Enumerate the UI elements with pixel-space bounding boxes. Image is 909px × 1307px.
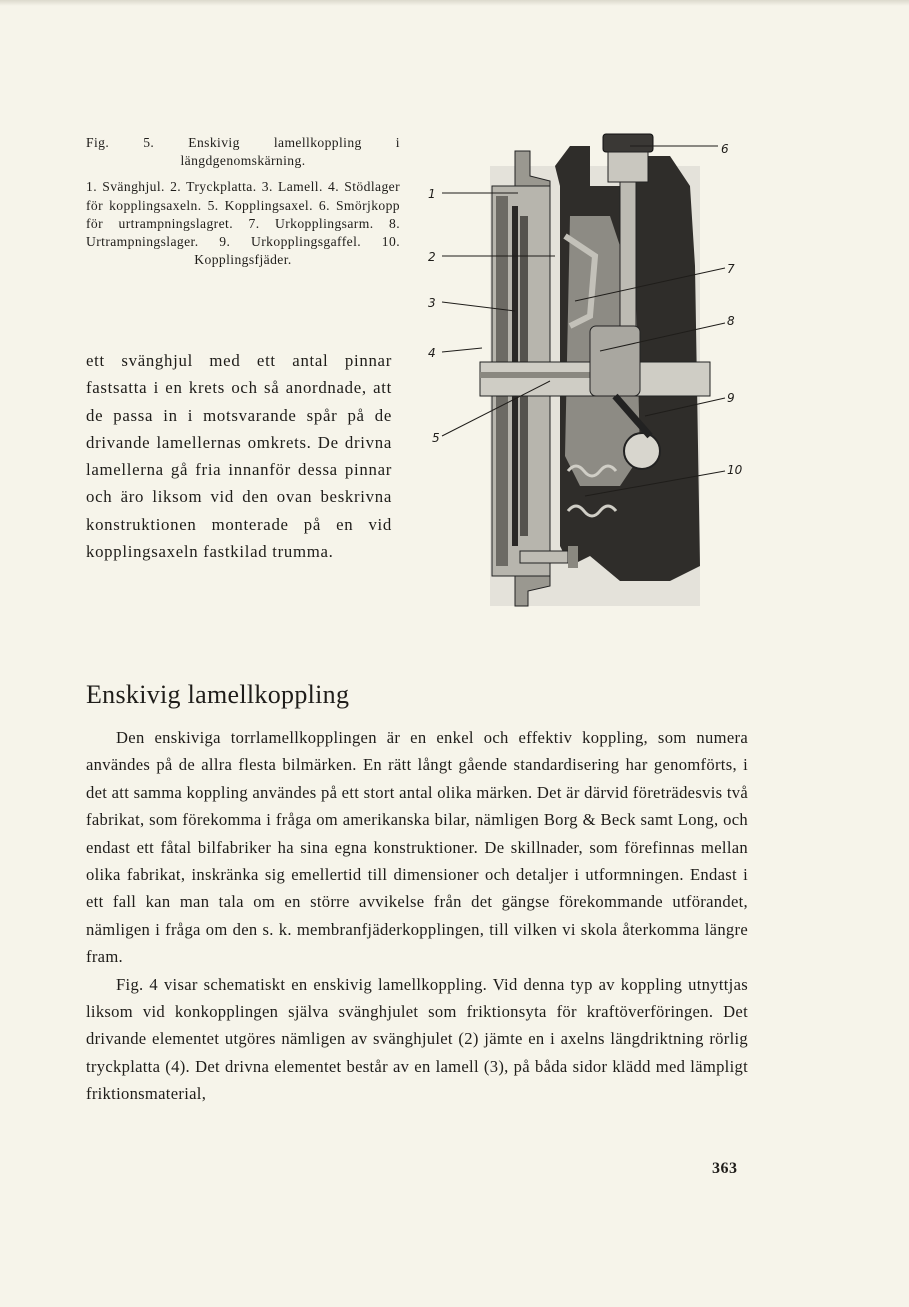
section-paragraph-2: Fig. 4 visar schematiskt en enskivig lamellkoppling. Vid denna typ av koppling utnyttjas liksom vid konkopplingen själva svänghjulet som friktionsyta för kraftöverföringen. Det drivande elementet utgöres nämligen av svänghjulet (2) jämte en i axelns längdriktning rörlig tryckplatta (4). Det drivna elementet består av en lamell (3), på båda sidor klädd med lämpligt friktionsmaterial, (86, 974, 748, 1104)
callout-2: 2 (428, 250, 436, 264)
grease-cup-cap (603, 134, 653, 152)
release-fork-hub (624, 433, 660, 469)
callout-7: 7 (727, 262, 735, 276)
callout-line-4 (442, 348, 482, 352)
callout-6: 6 (721, 142, 729, 156)
section-body (86, 724, 748, 1108)
callout-9: 9 (727, 391, 735, 405)
page-edge (0, 0, 909, 6)
section-paragraph-1: Den enskiviga torrlamellkopplingen är en enkel och effektiv koppling, som numera användes på de allra flesta bilmärken. En rätt långt gående standardisering har genomförts, i det att samma koppling användes på ett stort antal olika märken. Det är därvid företrädesvis två fabrikat, som förekomma i fråga om amerikanska bilar, nämligen Borg & Beck samt Long, och endast ett fåtal bilfabriker ha sina egna konstruktioner. De skillnader, som förefinnas mellan olika fabrikat, inskränka sig emellertid till dimensioner och detaljer i utformningen. Endast i ett fall kan man tala om en större avvikelse från det gängse förekommande utförandet, nämligen i fråga om den s. k. membranfjäderkopplingen, till vilken vi skola återkomma längre fram. (86, 728, 748, 967)
callout-8: 8 (727, 314, 735, 328)
intro-paragraph: ett svänghjul med ett antal pinnar fastsatta i en krets och så anordnade, att de passa in i motsvarande spår på de drivande lamellernas omkrets. De drivna lamellerna gå fria innanför dessa pinnar och äro liksom vid den ovan beskrivna konstruktionen monterade på en vid kopplingsaxeln fastkilad trumma. (86, 351, 392, 562)
figure-legend: 1. Svänghjul. 2. Tryckplatta. 3. Lamell. 4. Stödlager för kopplingsaxeln. 5. Kopplingsaxel. 6. Smörjkopp för urtrampningslagret. 7. Urkopplingsarm. 8. Urtrampningslager. 9. Urkopplingsgaffel. 10. Kopplingsfjäder. (86, 179, 400, 268)
shaft-splines (480, 372, 590, 378)
section-heading: Enskivig lamellkoppling (86, 680, 350, 709)
figure-caption-title: Fig. 5. Enskivig lamellkoppling i längdgenomskärning. (86, 135, 400, 169)
callout-1: 1 (428, 187, 436, 201)
release-bearing (590, 326, 640, 396)
clutch-cross-section-figure (420, 126, 750, 626)
callout-3: 3 (428, 296, 436, 310)
callout-5: 5 (432, 431, 440, 445)
page-number: 363 (712, 1160, 738, 1177)
bolt-head (568, 546, 578, 568)
bolt (520, 551, 568, 563)
callout-4: 4 (428, 346, 436, 360)
grease-cup (608, 152, 648, 182)
figure-caption (86, 134, 400, 269)
clutch-diagram (420, 126, 750, 626)
callout-10: 10 (727, 463, 743, 477)
